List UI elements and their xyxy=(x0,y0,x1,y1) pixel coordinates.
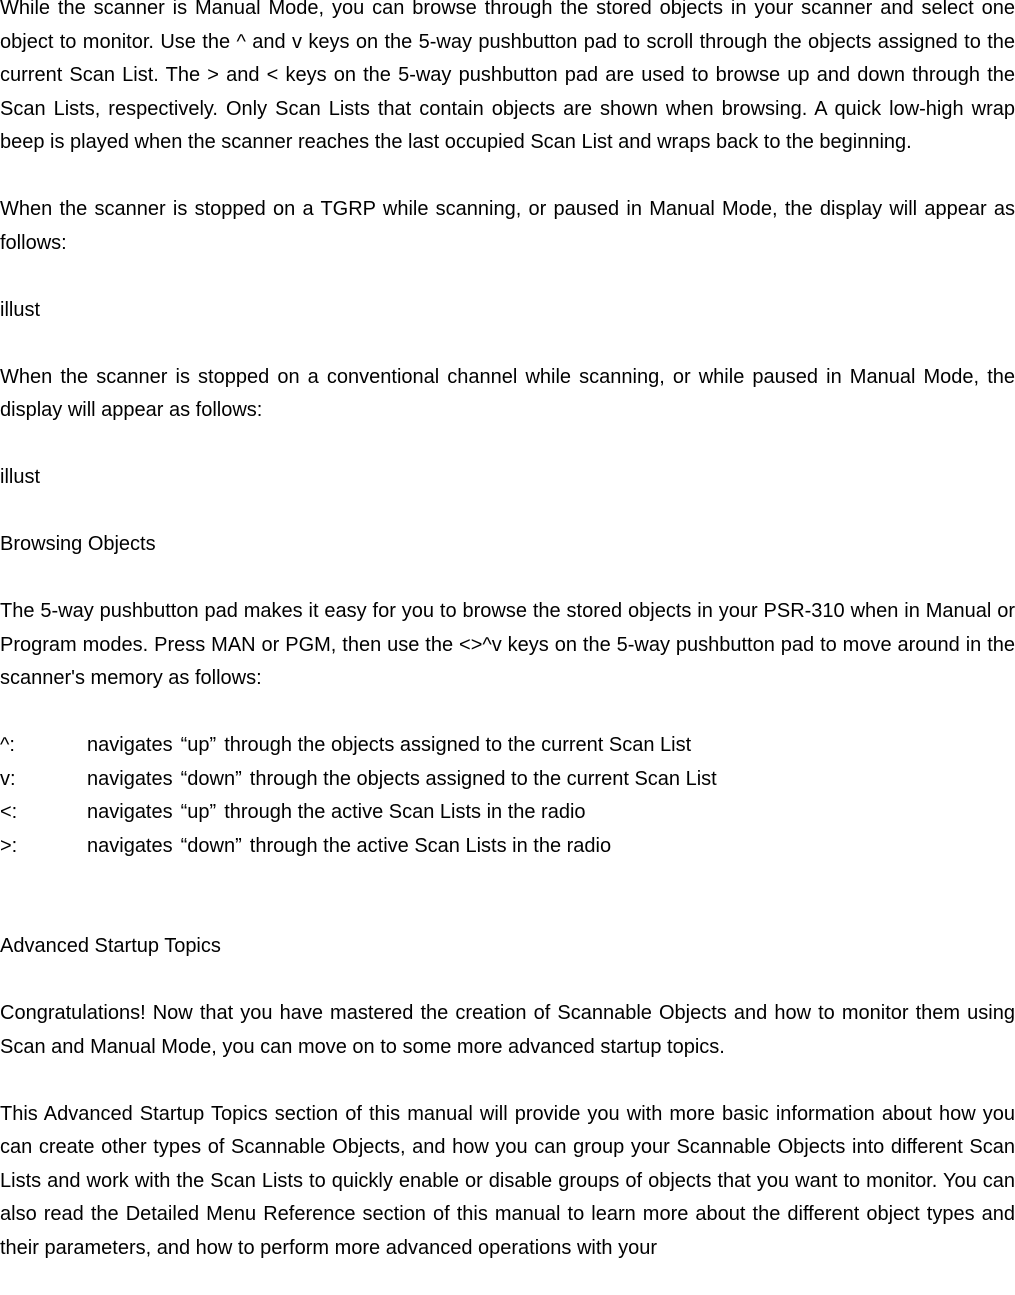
navigation-key-row xyxy=(0,763,1015,797)
nav-verb: navigates xyxy=(87,767,173,790)
nav-description: through the active Scan Lists in the radio xyxy=(224,801,586,823)
spacer xyxy=(0,1064,1015,1098)
navigation-key-row xyxy=(0,830,1015,864)
spacer xyxy=(0,495,1015,529)
nav-key: >: xyxy=(0,834,18,857)
spacer xyxy=(0,160,1015,194)
nav-description: through the objects assigned to the current Scan List xyxy=(249,767,717,790)
spacer xyxy=(0,428,1015,462)
spacer xyxy=(0,696,1015,730)
advanced-intro-paragraph: This Advanced Startup Topics section of this manual will provide you with more basic information about how you can create other types of Scannable Objects, and how you can group your Scannable Objects into different Scan Lists and work with the Scan Lists to quickly enable or disable groups of objects that you want to monitor. You can also read the Detailed Menu Reference section of this manual to learn more about the different object types and their parameters, and how to perform more advanced operations with your xyxy=(0,1102,1015,1259)
spacer xyxy=(0,863,1015,930)
browsing-intro-paragraph: The 5-way pushbutton pad makes it easy for you to browse the stored objects in your PSR-310 when in Manual or Program modes. Press MAN or PGM, then use the <>^v keys on the 5-way pushbutton pad to move around in the scanner's memory as follows: xyxy=(0,600,1015,689)
spacer xyxy=(0,964,1015,998)
conventional-display-paragraph: When the scanner is stopped on a conventional channel while scanning, or while paused in Manual Mode, the display will appear as follows: xyxy=(0,365,1015,421)
nav-description: through the active Scan Lists in the radio xyxy=(249,834,612,857)
nav-key: ^: xyxy=(0,734,15,756)
navigation-key-list xyxy=(0,729,1015,863)
nav-description: through the objects assigned to the current Scan List xyxy=(224,734,692,756)
navigation-key-row xyxy=(0,729,1015,763)
spacer xyxy=(0,260,1015,294)
navigation-key-row xyxy=(0,796,1015,830)
nav-key: v: xyxy=(0,767,16,790)
illustration-placeholder: illust xyxy=(0,298,41,321)
congratulations-paragraph: Congratulations! Now that you have mastered the creation of Scannable Objects and how to monitor them using Scan and Manual Mode, you can move on to some more advanced startup topics. xyxy=(0,1002,1015,1058)
nav-direction: “up” xyxy=(180,734,217,756)
nav-direction: “up” xyxy=(180,801,217,823)
nav-verb: navigates xyxy=(87,801,173,823)
manual-mode-paragraph: While the scanner is Manual Mode, you can browse through the stored objects in your scanner and select one object to monitor. Use the ^ and v keys on the 5-way pushbutton pad to scroll through the objects assigned to the current Scan List. The > and < keys on the 5-way pushbutton pad are used to browse up and down through the Scan Lists, respectively. Only Scan Lists that contain objects are shown when browsing. A quick low-high wrap beep is played when the scanner reaches the last occupied Scan List and wraps back to the beginning. xyxy=(0,0,1015,153)
tgrp-display-paragraph: When the scanner is stopped on a TGRP while scanning, or paused in Manual Mode, the display will appear as follows: xyxy=(0,198,1015,254)
nav-verb: navigates xyxy=(87,834,173,857)
nav-verb: navigates xyxy=(87,734,173,756)
spacer xyxy=(0,562,1015,596)
nav-key: <: xyxy=(0,801,18,823)
section-heading-advanced-startup-topics: Advanced Startup Topics xyxy=(0,935,221,957)
illustration-placeholder: illust xyxy=(0,466,41,488)
nav-direction: “down” xyxy=(180,767,242,790)
nav-direction: “down” xyxy=(180,834,242,857)
section-heading-browsing-objects: Browsing Objects xyxy=(0,533,156,555)
spacer xyxy=(0,327,1015,361)
